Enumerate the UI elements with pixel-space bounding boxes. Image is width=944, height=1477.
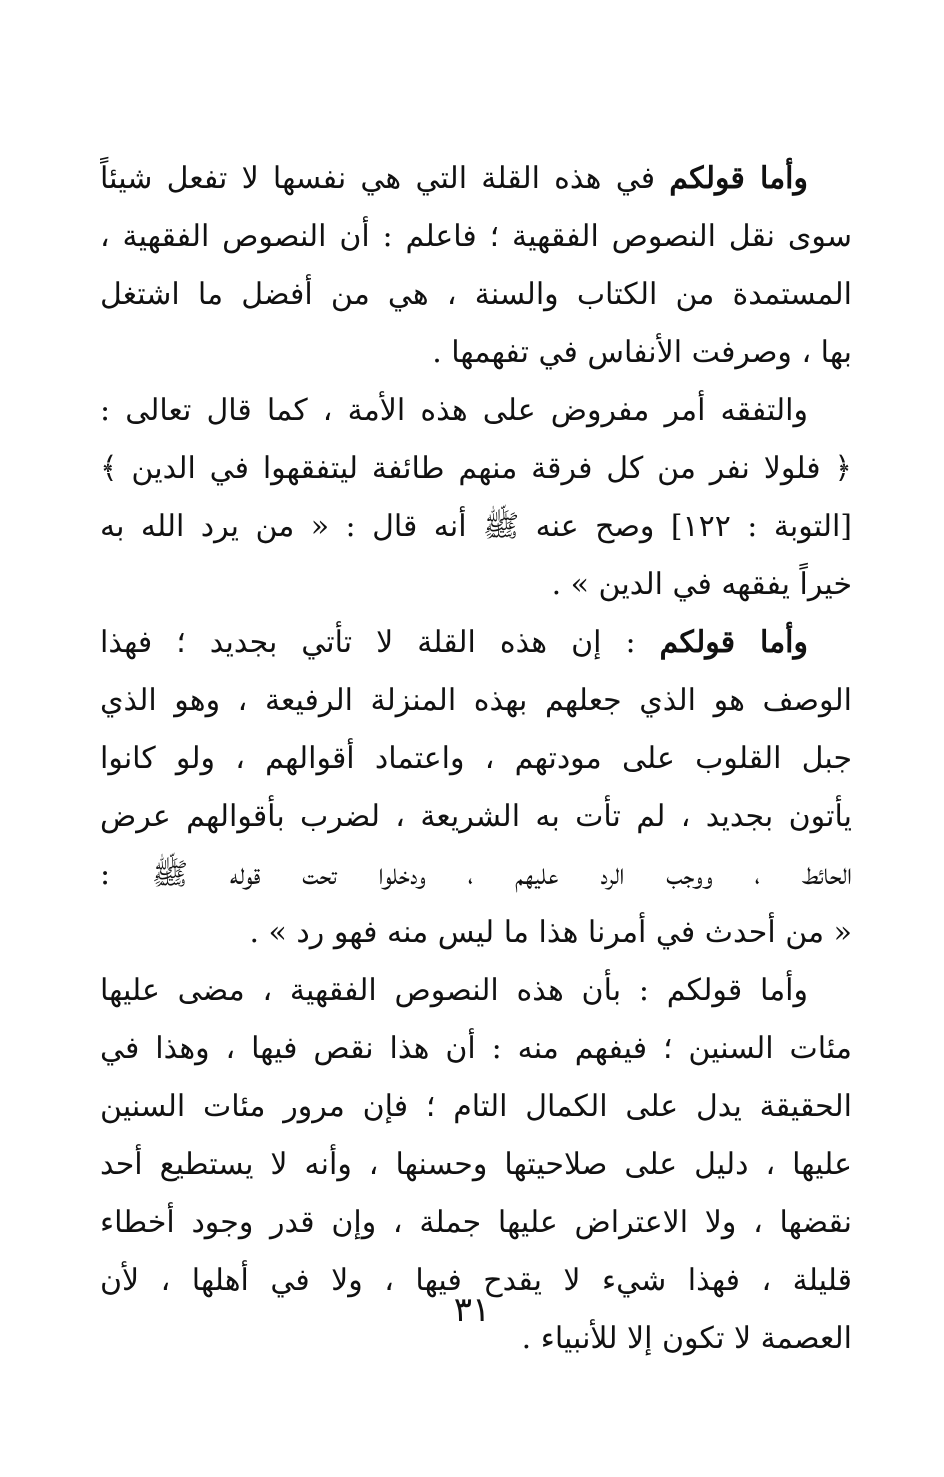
text-line: الوصف هو الذي جعلهم بهذه المنزلة الرفيعة ، وهو الذي	[100, 683, 852, 718]
text-line: قليلة ، فهذا شيء لا يقدح فيها ، ولا في أهلها ، لأن	[100, 1263, 852, 1298]
text-line: الحقيقة يدل على الكمال التام ؛ فإن مرور مئات السنين	[100, 1089, 852, 1124]
bold-lead: وأما قولكم	[669, 161, 808, 196]
text-line: جبل القلوب على مودتهم ، واعتماد أقوالهم ، ولو كانوا	[100, 741, 852, 776]
text-line: « من أحدث في أمرنا هذا ما ليس منه فهو رد » .	[249, 915, 852, 950]
bold-lead: وأما قولكم	[659, 625, 808, 660]
text-line: يأتون بجديد ، لم تأت به الشريعة ، لضرب بأقوالهم عرض	[100, 799, 852, 834]
text-line: نقضها ، ولا الاعتراض عليها جملة ، وإن قدر وجود أخطاء	[100, 1205, 852, 1240]
text-line: سوى نقل النصوص الفقهية ؛ فاعلم : أن النصوص الفقهية ،	[100, 219, 852, 254]
line-text: : إن هذه القلة لا تأتي بجديد ؛ فهذا	[100, 625, 660, 660]
text-line: الحائط ، ووجب الرد عليهم ، ودخلوا تحت قوله ﷺ :	[100, 857, 852, 892]
text-line: خيراً يفقهه في الدين » .	[551, 567, 852, 602]
text-line: المستمدة من الكتاب والسنة ، هي من أفضل ما اشتغل	[100, 277, 852, 312]
text-line: بها ، وصرفت الأنفاس في تفهمها .	[432, 335, 852, 370]
text-line: [التوبة : ١٢٢] وصح عنه ﷺ أنه قال : « من يرد الله به	[100, 509, 852, 544]
text-line: والتفقه أمر مفروض على هذه الأمة ، كما قال تعالى :	[100, 393, 808, 428]
text-line: وأما قولكم : بأن هذه النصوص الفقهية ، مضى عليها	[100, 973, 808, 1008]
text-line	[100, 614, 852, 672]
page-number: ٣١	[453, 1290, 491, 1330]
line-text: في هذه القلة التي هي نفسها لا تفعل شيئاً	[100, 161, 670, 196]
text-line: ﴿ فلولا نفر من كل فرقة منهم طائفة ليتفقهوا في الدين ﴾	[100, 451, 852, 486]
body-text	[100, 150, 852, 1368]
text-line: مئات السنين ؛ فيفهم منه : أن هذا نقص فيها ، وهذا في	[100, 1031, 852, 1066]
text-line	[100, 150, 852, 208]
text-line: العصمة لا تكون إلا للأنبياء .	[521, 1321, 852, 1356]
text-line: عليها ، دليل على صلاحيتها وحسنها ، وأنه لا يستطيع أحد	[100, 1147, 852, 1182]
